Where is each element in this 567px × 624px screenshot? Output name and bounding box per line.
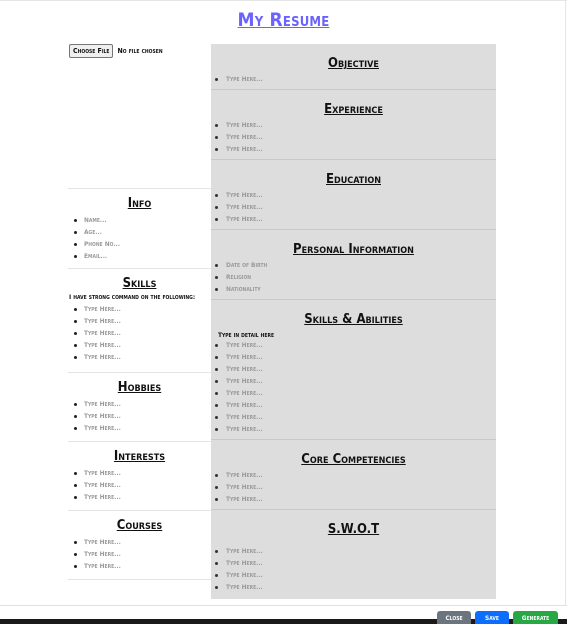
- core-competencies-list: [211, 469, 496, 507]
- list-item[interactable]: Type Here...: [211, 545, 496, 557]
- swot-list: [211, 545, 496, 595]
- hobbies-list: [68, 398, 211, 434]
- list-item[interactable]: Type Here...: [68, 351, 211, 363]
- info-heading: Info: [127, 196, 152, 211]
- hobbies-heading: Hobbies: [117, 380, 162, 395]
- list-item[interactable]: Type Here...: [211, 213, 496, 225]
- list-item[interactable]: Type Here...: [68, 422, 211, 434]
- list-item[interactable]: Type Here...: [211, 557, 496, 569]
- page-title: My Resume: [237, 9, 330, 31]
- info-section: [68, 188, 211, 268]
- skills-abilities-list: [211, 339, 496, 437]
- list-item[interactable]: Type Here...: [211, 423, 496, 435]
- list-item[interactable]: Type Here...: [211, 201, 496, 213]
- experience-heading: Experience: [324, 102, 383, 117]
- right-panel: [211, 44, 496, 599]
- frame-top-border: [0, 0, 567, 1]
- frame-right-border: [565, 0, 566, 605]
- list-item[interactable]: Type Here...: [211, 387, 496, 399]
- list-item[interactable]: Type Here...: [68, 398, 211, 410]
- left-column: [68, 188, 211, 580]
- skills-section: [68, 268, 211, 372]
- swot-heading: S.W.O.T: [327, 522, 380, 537]
- list-item[interactable]: Type Here...: [68, 410, 211, 422]
- list-item[interactable]: Type Here...: [211, 131, 496, 143]
- interests-section: [68, 441, 211, 510]
- personal-info-heading: Personal Information: [293, 242, 414, 257]
- education-section: [211, 160, 496, 230]
- list-item[interactable]: Type Here...: [68, 548, 211, 560]
- list-item[interactable]: Type Here...: [211, 339, 496, 351]
- photo-file-input[interactable]: [69, 44, 163, 58]
- date-of-birth-field[interactable]: Date of Birth: [211, 259, 496, 271]
- generate-button[interactable]: Generate: [513, 611, 558, 624]
- nationality-field[interactable]: Nationality: [211, 283, 496, 295]
- skills-abilities-note: Type in detail here: [218, 331, 275, 339]
- list-item[interactable]: Type Here...: [211, 363, 496, 375]
- list-item[interactable]: Type Here...: [68, 339, 211, 351]
- info-list: [68, 214, 211, 262]
- list-item[interactable]: Type Here...: [211, 493, 496, 505]
- hobbies-section: [68, 372, 211, 441]
- list-item[interactable]: Type Here...: [211, 469, 496, 481]
- skills-abilities-section: [211, 300, 496, 440]
- list-item[interactable]: Type Here...: [211, 581, 496, 593]
- choose-file-button[interactable]: Choose File: [69, 44, 113, 58]
- religion-field[interactable]: Religion: [211, 271, 496, 283]
- save-button[interactable]: Save: [475, 611, 509, 624]
- info-phone-field[interactable]: Phone No...: [68, 238, 211, 250]
- objective-heading: Objective: [328, 56, 379, 71]
- skills-note: I have strong command on the following:: [69, 293, 196, 301]
- list-item[interactable]: Type Here...: [211, 143, 496, 155]
- experience-list: [211, 119, 496, 157]
- info-email-field[interactable]: Email...: [68, 250, 211, 262]
- close-button[interactable]: Close: [437, 611, 471, 624]
- list-item[interactable]: Type Here...: [211, 481, 496, 493]
- file-status-text: No file chosen: [117, 47, 163, 55]
- list-item[interactable]: Type Here...: [211, 569, 496, 581]
- list-item[interactable]: Type Here...: [211, 411, 496, 423]
- objective-section: [211, 44, 496, 90]
- list-item[interactable]: Type Here...: [68, 467, 211, 479]
- skills-abilities-heading: Skills & Abilities: [304, 312, 403, 327]
- list-item[interactable]: Type Here...: [68, 315, 211, 327]
- list-item[interactable]: Type Here...: [68, 327, 211, 339]
- courses-list: [68, 536, 211, 572]
- list-item[interactable]: Type Here...: [68, 560, 211, 572]
- list-item[interactable]: Type Here...: [68, 491, 211, 503]
- education-list: [211, 189, 496, 227]
- education-heading: Education: [326, 172, 381, 187]
- skills-heading: Skills: [122, 276, 157, 291]
- footer-divider: [0, 605, 567, 606]
- list-item[interactable]: Type Here...: [68, 536, 211, 548]
- experience-section: [211, 90, 496, 160]
- personal-info-section: [211, 230, 496, 300]
- interests-list: [68, 467, 211, 503]
- list-item[interactable]: Type Here...: [68, 479, 211, 491]
- list-item[interactable]: Type Here...: [211, 189, 496, 201]
- swot-section: [211, 510, 496, 598]
- personal-info-list: [211, 259, 496, 297]
- list-item[interactable]: Type Here...: [68, 303, 211, 315]
- skills-list: [68, 303, 211, 363]
- list-item[interactable]: Type Here...: [211, 119, 496, 131]
- info-age-field[interactable]: Age...: [68, 226, 211, 238]
- courses-heading: Courses: [116, 518, 163, 533]
- list-item[interactable]: Type Here...: [211, 351, 496, 363]
- list-item[interactable]: Type Here...: [211, 73, 496, 85]
- info-name-field[interactable]: Name...: [68, 214, 211, 226]
- courses-section: [68, 510, 211, 580]
- objective-list: [211, 73, 496, 87]
- core-competencies-section: [211, 440, 496, 510]
- list-item[interactable]: Type Here...: [211, 399, 496, 411]
- interests-heading: Interests: [113, 449, 166, 464]
- list-item[interactable]: Type Here...: [211, 375, 496, 387]
- core-competencies-heading: Core Competencies: [301, 452, 406, 467]
